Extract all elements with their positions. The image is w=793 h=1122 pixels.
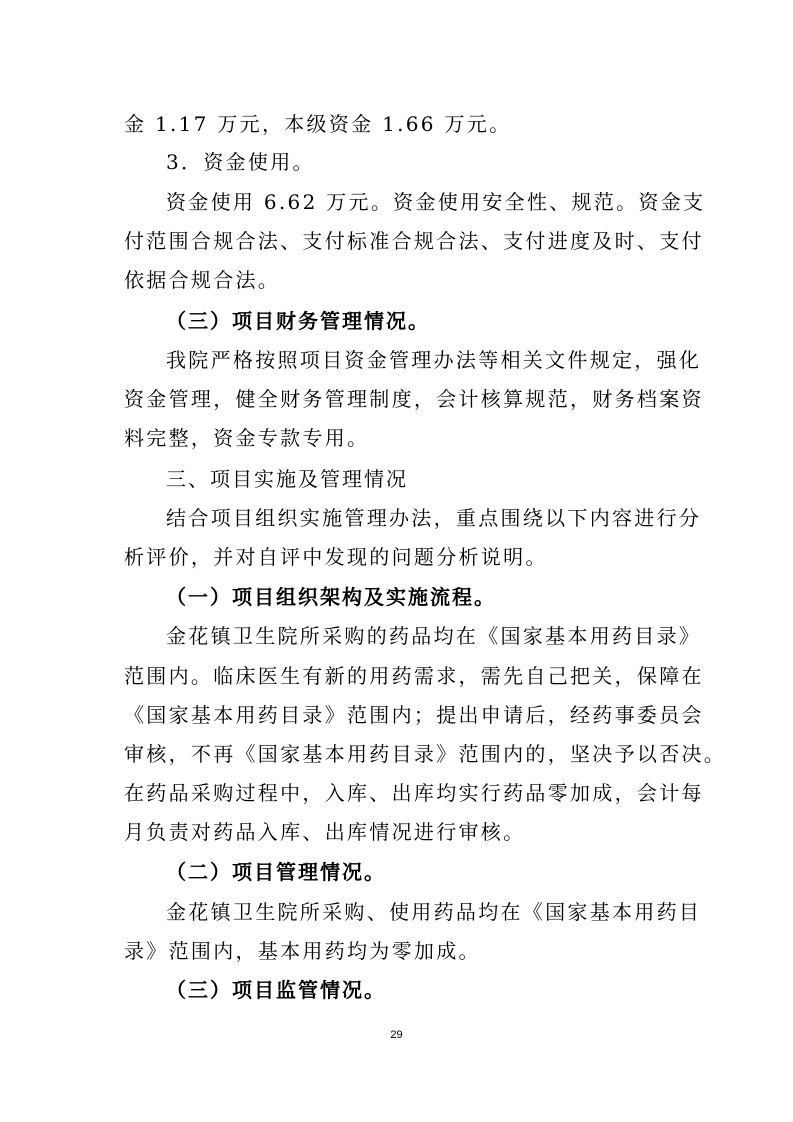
body-text-line: 付范围合规合法、支付标准合规合法、支付进度及时、支付 [124, 229, 704, 253]
section-heading: （一）项目组织架构及实施流程。 [166, 585, 496, 609]
body-text-line: 在药品采购过程中，入库、出库均实行药品零加成，会计每 [124, 781, 704, 805]
section-heading: （三）项目财务管理情况。 [166, 309, 430, 333]
body-text-line: 录》范围内，基本用药均为零加成。 [124, 939, 481, 963]
body-text-line: 资金使用 6.62 万元。资金使用安全性、规范。资金支 [166, 190, 706, 214]
body-text-line: 资金管理，健全财务管理制度，会计核算规范，财务档案资 [124, 387, 704, 411]
body-text-line: 析评价，并对自评中发现的问题分析说明。 [124, 545, 548, 569]
body-text-line: 金花镇卫生院所采购、使用药品均在《国家基本用药目 [166, 900, 702, 924]
body-text-line: 审核，不再《国家基本用药目录》范围内的，坚决予以否决。 [124, 742, 727, 766]
body-text-line: 我院严格按照项目资金管理办法等相关文件规定，强化 [166, 348, 702, 372]
section-heading: （三）项目监管情况。 [166, 978, 386, 1002]
section-heading: （二）项目管理情况。 [166, 860, 386, 884]
page-number: 29 [390, 1029, 403, 1041]
body-text-line: 金 1.17 万元，本级资金 1.66 万元。 [124, 112, 512, 136]
body-text-line: 料完整，资金专款专用。 [124, 426, 370, 450]
body-text-line: 金花镇卫生院所采购的药品均在《国家基本用药目录》 [166, 624, 702, 648]
body-text-line: 依据合规合法。 [124, 268, 281, 292]
body-text-line: 月负责对药品入库、出库情况进行审核。 [124, 820, 526, 844]
body-text-line: 结合项目组织实施管理办法，重点围绕以下内容进行分 [166, 506, 702, 530]
body-text-line: 范围内。临床医生有新的用药需求，需先自己把关，保障在 [124, 664, 704, 688]
chapter-heading: 三、项目实施及管理情况 [166, 467, 408, 491]
subsection-title: 3．资金使用。 [166, 150, 315, 174]
body-text-line: 《国家基本用药目录》范围内；提出申请后，经药事委员会 [124, 703, 704, 727]
